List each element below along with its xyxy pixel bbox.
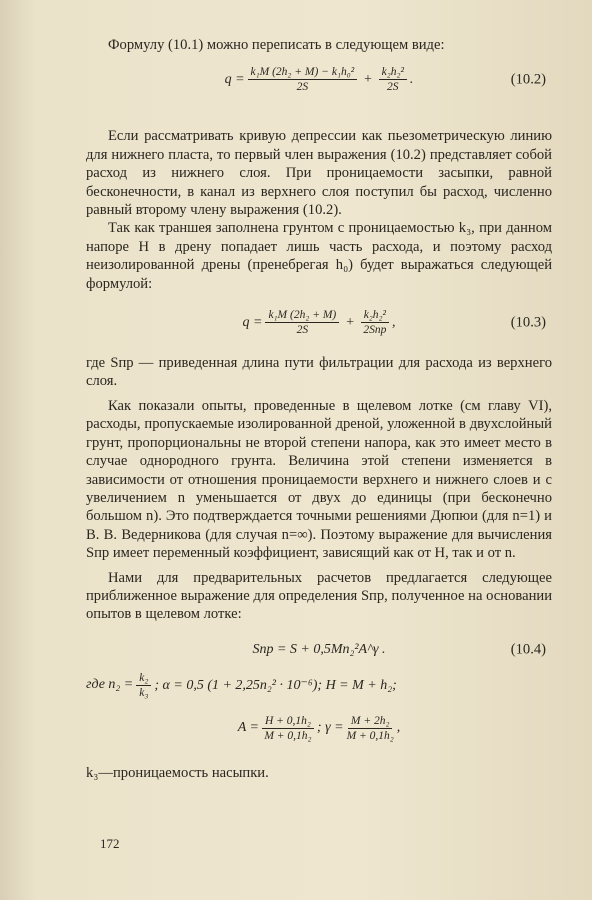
operator: + xyxy=(363,71,373,87)
equation-number: (10.3) xyxy=(510,314,546,331)
where-prefix: где n₂ = xyxy=(86,677,134,693)
formula-tail: , xyxy=(392,314,396,330)
numerator: M + 2h₂ xyxy=(348,715,393,729)
paragraph-2: Так как траншея заполнена грунтом с проницаемостью k₃, при данном напоре H в дрену попадает лишь часть расхода, и поэтому расход неизолированной дрены (пренебрегая h₀) будет выражаться следующей формулой: xyxy=(86,220,552,292)
denominator: M + 0,1h₂ xyxy=(264,729,312,742)
formula-where xyxy=(86,672,552,699)
fraction xyxy=(262,715,314,742)
numerator: k₂h₂² xyxy=(379,66,407,80)
paragraph-1: Если рассматривать кривую депрессии как пьезометрическую линию для нижнего пласта, то первый член выражения (10.2) представляет собой расход из нижнего слоя. При проницаемости засыпки, равной бесконечности, в канал из верхнего слоя поступил бы расход, численно равный второму члену выражения (10.2). xyxy=(86,128,552,219)
formula-tail: , xyxy=(396,720,401,736)
formula-lhs: q = xyxy=(242,314,263,330)
where-rest: ; α = 0,5 (1 + 2,25n₂² · 10⁻⁶); H = M + h₂; xyxy=(154,677,397,693)
fraction xyxy=(248,66,358,93)
formula-10-3 xyxy=(86,309,552,336)
formula-body: Sпр = S + 0,5Mn₂²A^γ . xyxy=(252,641,386,657)
denominator: 2S xyxy=(387,81,399,94)
numerator: k₁M (2h₂ + M) − k₁h₀² xyxy=(248,66,358,80)
paragraph-5: Нами для предварительных расчетов предлагается следующее приближенное выражение для определения Sпр, полученное на основании опытов в щелевом лотке: xyxy=(86,569,552,623)
equation-number: (10.4) xyxy=(510,641,546,658)
fraction xyxy=(265,309,339,336)
numerator: k₂ xyxy=(136,672,151,686)
paragraph-6: k₃—проницаемость насыпки. xyxy=(86,764,269,781)
formula-a-gamma xyxy=(86,715,552,742)
fraction xyxy=(379,66,407,93)
denominator: 2S xyxy=(296,81,309,94)
denominator: k₃ xyxy=(139,686,149,699)
fraction xyxy=(347,715,394,742)
denominator: 2Sпр xyxy=(363,324,387,337)
formula-mid: ; γ = xyxy=(316,720,344,736)
operator: + xyxy=(345,314,355,330)
numerator: H + 0,1h₂ xyxy=(262,715,314,729)
denominator: M + 0,1h₂ xyxy=(346,729,394,742)
formula-lhs: q = xyxy=(224,71,245,87)
formula-10-4 xyxy=(86,642,552,658)
fraction xyxy=(361,309,389,336)
paragraph-intro: Формулу (10.1) можно переписать в следующем виде: xyxy=(108,37,445,53)
numerator: k₂h₂² xyxy=(361,309,389,323)
formula-tail: . xyxy=(409,71,414,87)
paragraph-4: Как показали опыты, проведенные в щелевом лотке (см главу VI), расходы, пропускаемые изолированной дреной, уложенной в двухслойный грунт, пропорциональны не второй степени напора, как это имеет место в случае однородного грунта. Величина этой степени изменяется в зависимости от отношения проницаемости верхнего и нижнего слоев и с увеличением n уменьшается от двух до единицы (при бесконечно большом n). Это подтверждается точными решениями Дюпюи (для n=1) и В. В. Ведерникова (для случая n=∞). Поэтому выражение для вычисления Sпр имеет переменный коэффициент, зависящий как от H, так и от n. xyxy=(86,397,552,562)
page-number: 172 xyxy=(100,836,120,851)
paragraph-3: где Sпр — приведенная длина пути фильтрации для расхода из верхнего слоя. xyxy=(86,355,552,390)
formula-10-2 xyxy=(86,66,552,93)
numerator: k₁M (2h₂ + M) xyxy=(265,309,339,323)
equation-number: (10.2) xyxy=(510,71,546,88)
formula-lhs: A = xyxy=(237,720,259,736)
fraction xyxy=(136,672,151,699)
denominator: 2S xyxy=(296,324,309,337)
